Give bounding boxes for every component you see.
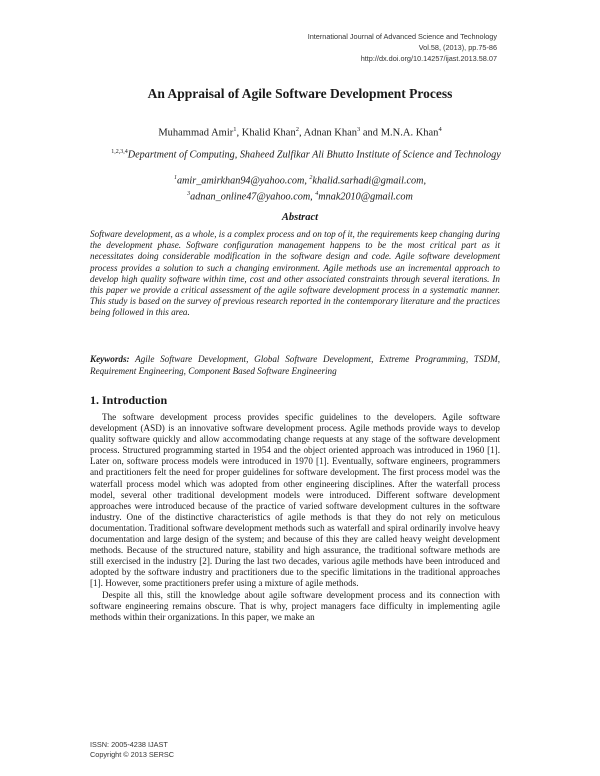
keywords-label: Keywords: <box>90 354 130 364</box>
email-sup: 4 <box>315 190 319 197</box>
affiliation-sup: 1,2,3,4 <box>111 149 128 155</box>
author-separator: and <box>360 127 381 139</box>
body-paragraph: The software development process provides specific guidelines to the developers. Agile software development (ASD) is an innovative software development process. Agile methods provide ways to develop quality software quickly and allow accommodating change requests at any stage of the software development process. Structured programming started in 1954 and the object oriented approach was introduced in 1960 [1]. Later on, software process models were introduced in 1970 [1]. Eventually, software engineers, programmers and practitioners felt the need for proper guidelines for software development. The first process model was the waterfall process model which was adopted from other engineering disciplines. After the waterfall process model, several other traditional development models were introduced. Different software development approaches were introduced because of the practice of varied software development cultures in the software industry. One of the distinctive characteristics of agile methods is that they do not rely on meticulous documentation. Traditional software development methods such as waterfall and spiral ordinarily involve heavy documentation and large design of the system; and because of this they are called heavy weight development methods. Because of the structured nature, stability and high assurance, the traditional software methods are still exercised in the industry [2]. During the last two decades, various agile methods have been introduced and adopted by the software industry and practitioners due to the specific limitations in the traditional approaches [1]. However, some practitioners prefer using a mixture of agile methods. <box>90 412 500 589</box>
footer-issn: ISSN: 2005-4238 IJAST <box>90 740 168 749</box>
email-link[interactable]: mnak2010@gmail.com <box>318 191 413 203</box>
paper-title: An Appraisal of Agile Software Development Process <box>147 86 453 101</box>
author-name: Muhammad Amir <box>158 127 234 139</box>
email-link[interactable]: amir_amirkhan94@yahoo.com, <box>176 175 310 187</box>
journal-doi-link[interactable]: http://dx.doi.org/10.14257/ijast.2013.58.07 <box>360 54 497 63</box>
affiliation-text: Department of Computing, Shaheed Zulfikar Ali Bhutto Institute of Science and Technology <box>127 149 501 161</box>
keywords <box>90 353 500 377</box>
email-sup: 2 <box>309 175 313 181</box>
section-heading-introduction: 1. Introduction <box>90 393 168 407</box>
author-sup: 1 <box>233 126 237 133</box>
journal-volume-pages: Vol.58, (2013), pp.75-86 <box>418 43 497 52</box>
author-name: M.N.A. Khan <box>380 127 439 139</box>
author-separator: , <box>236 127 242 139</box>
author-name: Adnan Khan <box>303 127 358 139</box>
abstract-heading: Abstract <box>281 212 319 223</box>
author-sup: 4 <box>438 126 442 133</box>
footer-copyright: Copyright © 2013 SERSC <box>90 750 175 759</box>
email-link[interactable]: adnan_online47@yahoo.com, <box>190 191 316 203</box>
author-sup: 2 <box>295 126 299 133</box>
email-sup: 1 <box>173 175 177 181</box>
author-name: Khalid Khan <box>241 127 296 139</box>
journal-header <box>308 31 497 64</box>
email-link[interactable]: khalid.sarhadi@gmail.com, <box>312 175 427 187</box>
author-list <box>0 126 600 139</box>
journal-name: International Journal of Advanced Science and Technology <box>307 32 497 41</box>
author-separator: , <box>298 127 304 139</box>
author-emails <box>90 172 510 204</box>
author-sup: 3 <box>357 126 361 133</box>
keywords-text: Agile Software Development, Global Software Development, Extreme Programming, TSDM, Requirement Engineering, Component Based Software Engineering <box>90 354 500 376</box>
email-sup: 3 <box>187 190 191 197</box>
body-paragraph: Despite all this, still the knowledge about agile software development process and its connection with software engineering remains obscure. That is why, project managers face difficulty in implementing agile methods within their organizations. In this paper, we make an <box>90 589 500 622</box>
abstract-text: Software development, as a whole, is a complex process and on top of it, the requirements keep changing during the development phase. Software configuration management happens to be the most critical part as it necessitates doing considerable modification in the software design and code. Agile software development process provides a solution to such a changing environment. Agile methods use an incremental approach to develop high quality software within time, cost and other associated constraints through several iterations. In this paper we provide a critical assessment of the agile software development process in a systematic manner. This study is based on the survey of previous research reported in the contemporary literature and the practices being followed in this area. <box>90 229 500 318</box>
page-footer <box>90 740 174 760</box>
affiliation <box>106 146 506 161</box>
introduction-body <box>90 412 500 623</box>
